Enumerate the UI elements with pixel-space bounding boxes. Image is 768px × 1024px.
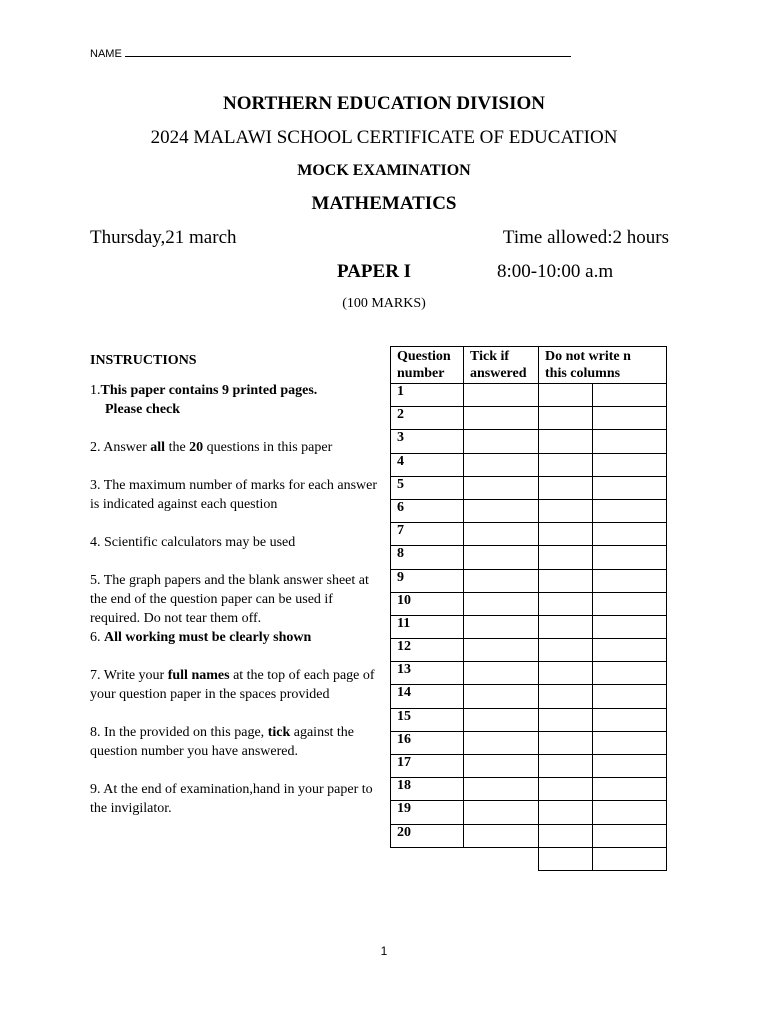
certificate-title: 2024 MALAWI SCHOOL CERTIFICATE OF EDUCATION [150,127,618,148]
table-row [391,569,667,592]
table-row [391,384,667,407]
instruction-8: 8. In the provided on this page, tick against the question number you have answered. [90,725,355,759]
examiner-cell-1 [539,499,593,522]
instruction-1: 1.This paper contains 9 printed pages. Please check [90,383,318,417]
examiner-cell-2 [593,569,667,592]
examiner-cell-2 [593,430,667,453]
examiner-cell-2 [593,407,667,430]
question-number: 5 [391,476,464,499]
question-number: 7 [391,523,464,546]
examiner-cell-2 [593,685,667,708]
table-row [391,731,667,754]
name-underline[interactable] [125,47,571,57]
examiner-cell-2 [593,824,667,847]
tick-cell[interactable] [464,407,539,430]
tick-cell[interactable] [464,755,539,778]
examiner-cell-1 [539,384,593,407]
examiner-cell-2 [593,708,667,731]
examiner-cell-2 [593,384,667,407]
question-number: 20 [391,824,464,847]
question-number: 18 [391,778,464,801]
time-allowed: Time allowed:2 hours [502,227,669,248]
examiner-cell-2 [593,639,667,662]
total-cell-2 [593,847,667,870]
question-number: 10 [391,592,464,615]
examiner-cell-2 [593,662,667,685]
division-title: NORTHERN EDUCATION DIVISION [222,93,546,114]
table-row [391,778,667,801]
col-do-not-write: Do not write n this columns [539,347,667,384]
table-row [391,476,667,499]
examiner-cell-2 [593,731,667,754]
paper-label: PAPER I [337,261,412,282]
paper-time: 8:00-10:00 a.m [497,261,614,282]
tick-cell[interactable] [464,384,539,407]
instruction-5: 5. The graph papers and the blank answer sheet at the end of the question paper can be used if required. Do not tear them off. [90,573,369,626]
examiner-cell-1 [539,523,593,546]
examiner-cell-2 [593,801,667,824]
examiner-cell-1 [539,755,593,778]
table-total-row [391,847,667,870]
examiner-cell-1 [539,430,593,453]
tick-cell[interactable] [464,476,539,499]
table-row [391,615,667,638]
examiner-cell-2 [593,453,667,476]
table-row [391,407,667,430]
subject-title: MATHEMATICS [311,193,457,214]
question-number: 14 [391,685,464,708]
table-row [391,685,667,708]
total-cell-1 [539,847,593,870]
tick-cell[interactable] [464,615,539,638]
question-number: 4 [391,453,464,476]
instruction-2: 2. Answer all the 20 questions in this paper [90,440,333,455]
question-number: 13 [391,662,464,685]
examiner-cell-1 [539,615,593,638]
tick-cell[interactable] [464,546,539,569]
tick-cell[interactable] [464,639,539,662]
table-row [391,801,667,824]
tick-cell[interactable] [464,778,539,801]
table-row [391,499,667,522]
examiner-cell-1 [539,592,593,615]
tick-cell[interactable] [464,592,539,615]
instruction-4: 4. Scientific calculators may be used [90,535,296,550]
instruction-3: 3. The maximum number of marks for each answer is indicated against each question [90,478,378,512]
examiner-cell-2 [593,499,667,522]
question-number: 19 [391,801,464,824]
question-number: 9 [391,569,464,592]
question-number: 11 [391,615,464,638]
examiner-cell-1 [539,639,593,662]
name-label: NAME [90,48,122,60]
table-row [391,824,667,847]
total-marks: (100 MARKS) [342,296,426,311]
col-question-number: Question number [391,347,464,384]
instructions-heading: INSTRUCTIONS [90,353,197,368]
examiner-cell-2 [593,592,667,615]
question-number: 8 [391,546,464,569]
question-number: 3 [391,430,464,453]
tick-cell[interactable] [464,685,539,708]
question-number: 16 [391,731,464,754]
instruction-9: 9. At the end of examination,hand in your paper to the invigilator. [90,782,373,816]
examiner-cell-1 [539,453,593,476]
examiner-cell-2 [593,546,667,569]
tick-cell[interactable] [464,499,539,522]
table-row [391,592,667,615]
examiner-cell-2 [593,615,667,638]
question-number: 1 [391,384,464,407]
exam-date: Thursday,21 march [90,227,237,248]
examiner-cell-2 [593,778,667,801]
tick-cell[interactable] [464,662,539,685]
table-row [391,662,667,685]
examiner-cell-1 [539,569,593,592]
examiner-cell-1 [539,685,593,708]
examiner-cell-1 [539,546,593,569]
instructions [90,351,385,837]
col-tick-if-answered: Tick if answered [464,347,539,384]
question-number: 6 [391,499,464,522]
table-row [391,430,667,453]
answer-tracking-table [390,346,667,871]
table-row [391,708,667,731]
exam-type: MOCK EXAMINATION [297,162,471,179]
tick-cell[interactable] [464,801,539,824]
table-row [391,639,667,662]
page-number: 1 [380,944,388,958]
name-field[interactable] [90,47,571,60]
examiner-cell-1 [539,407,593,430]
tick-cell[interactable] [464,453,539,476]
tick-cell[interactable] [464,523,539,546]
examiner-cell-2 [593,523,667,546]
table-row [391,453,667,476]
question-number: 17 [391,755,464,778]
examiner-cell-1 [539,731,593,754]
table-row [391,523,667,546]
examiner-cell-1 [539,801,593,824]
tick-cell[interactable] [464,569,539,592]
examiner-cell-1 [539,476,593,499]
question-number: 15 [391,708,464,731]
tick-cell[interactable] [464,731,539,754]
tick-cell[interactable] [464,430,539,453]
table-row [391,755,667,778]
examiner-cell-2 [593,476,667,499]
examiner-cell-2 [593,755,667,778]
question-rows [391,384,667,848]
question-number: 2 [391,407,464,430]
table-header-row [391,347,667,384]
examiner-cell-1 [539,778,593,801]
tick-cell[interactable] [464,708,539,731]
tick-cell[interactable] [464,824,539,847]
instruction-7: 7. Write your full names at the top of each page of your question paper in the spaces provided [90,668,375,702]
examiner-cell-1 [539,708,593,731]
question-number: 12 [391,639,464,662]
examiner-cell-1 [539,824,593,847]
examiner-cell-1 [539,662,593,685]
table-row [391,546,667,569]
instruction-6: 6. All working must be clearly shown [90,630,312,645]
